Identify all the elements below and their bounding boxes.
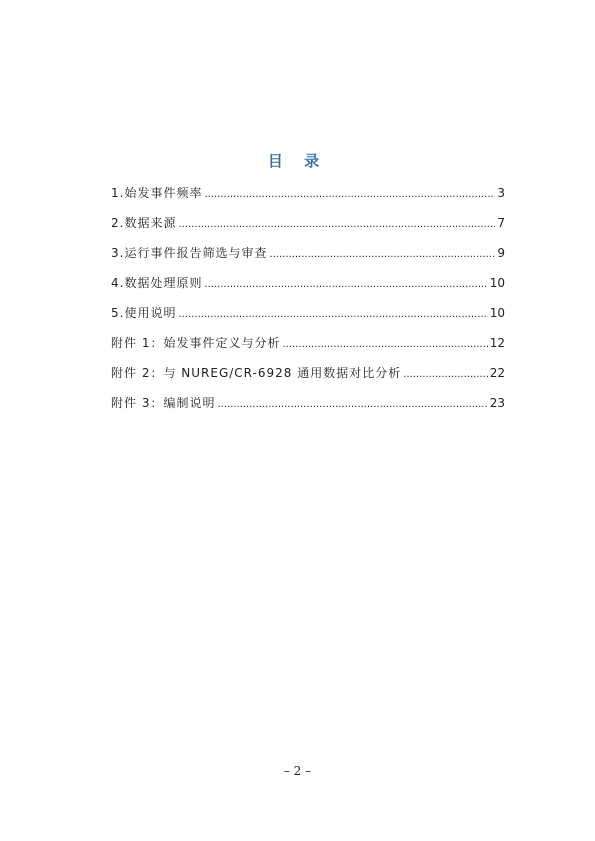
- toc-entry-page: 7: [497, 216, 505, 230]
- toc-entry-label: 5.使用说明: [111, 306, 177, 320]
- toc-entry-label: 1.始发事件频率: [111, 186, 203, 200]
- table-of-contents: [111, 184, 505, 424]
- toc-entry-annex-3[interactable]: [111, 394, 505, 424]
- toc-dot-leader: [269, 249, 495, 260]
- toc-entry-page: 23: [489, 396, 505, 410]
- toc-entry-page: 3: [497, 186, 505, 200]
- toc-entry-page: 22: [489, 366, 505, 380]
- toc-entry-5[interactable]: [111, 304, 505, 334]
- page-number: – 2 –: [283, 764, 312, 778]
- toc-entry-label: 2.数据来源: [111, 216, 177, 230]
- toc-dot-leader: [204, 279, 487, 290]
- toc-entry-label: 附件 2：与 NUREG/CR-6928 通用数据对比分析: [111, 366, 402, 380]
- toc-entry-annex-2[interactable]: [111, 364, 505, 394]
- toc-entry-3[interactable]: [111, 244, 505, 274]
- toc-entry-page: 10: [489, 276, 505, 290]
- toc-dot-leader: [178, 309, 487, 320]
- toc-entry-page: 9: [497, 246, 505, 260]
- toc-dot-leader: [403, 369, 488, 380]
- toc-entry-label: 附件 3：编制说明: [111, 396, 216, 410]
- toc-entry-page: 10: [489, 306, 505, 320]
- toc-dot-leader: [204, 189, 495, 200]
- toc-entry-page: 12: [489, 336, 505, 350]
- toc-entry-4[interactable]: [111, 274, 505, 304]
- toc-entry-annex-1[interactable]: [111, 334, 505, 364]
- toc-dot-leader: [282, 339, 487, 350]
- toc-entry-1[interactable]: [111, 184, 505, 214]
- toc-entry-label: 4.数据处理原则: [111, 276, 203, 290]
- toc-entry-2[interactable]: [111, 214, 505, 244]
- toc-entry-label: 3.运行事件报告筛选与审查: [111, 246, 268, 260]
- toc-entry-label: 附件 1：始发事件定义与分析: [111, 336, 281, 350]
- toc-title: 目 录: [267, 152, 328, 170]
- toc-dot-leader: [178, 219, 495, 230]
- toc-dot-leader: [217, 399, 487, 410]
